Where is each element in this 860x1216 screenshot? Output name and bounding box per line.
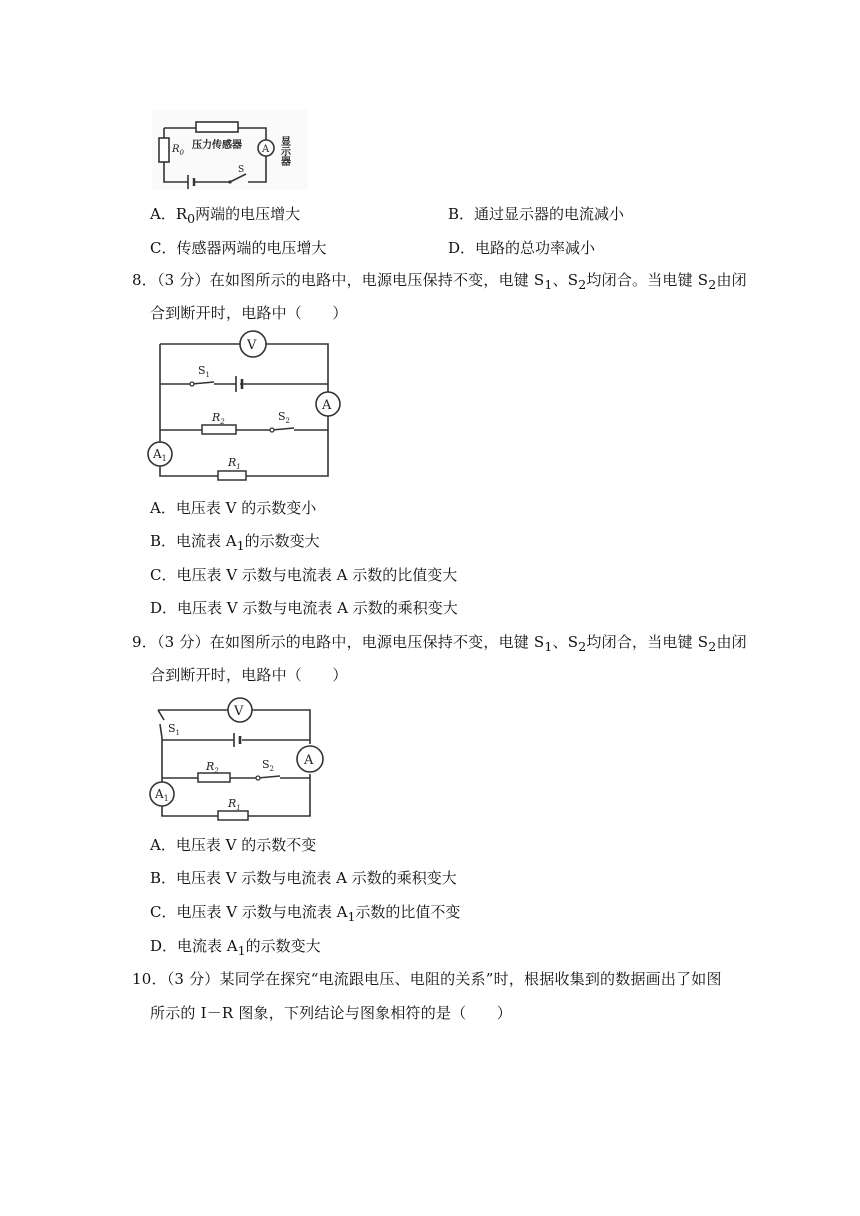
question-number: 8． — [132, 271, 157, 289]
question-number: 9． — [132, 633, 157, 651]
ammeter-a-label: A — [322, 398, 332, 413]
q7-option-a — [150, 203, 300, 226]
stem-text: 所示的 I－R 图象，下列结论与图象相符的是（ ） — [150, 1004, 512, 1022]
option-letter: A． — [150, 836, 176, 854]
option-letter: C． — [150, 239, 177, 257]
q9-option-c — [150, 901, 460, 924]
switch-s2-label: $S_2$ — [278, 410, 291, 425]
option-letter: C． — [150, 566, 177, 584]
option-letter: D． — [150, 937, 178, 955]
resistor-r1 — [218, 811, 248, 820]
option-letter: A． — [150, 499, 176, 517]
stem-text: 由闭 — [716, 633, 747, 651]
q7-option-d — [448, 237, 595, 258]
option-text: 的示数变大 — [244, 532, 320, 550]
subscript: 1 — [544, 277, 553, 292]
subscript: 1 — [544, 639, 553, 654]
ammeter-a1-label: $A_1$ — [155, 787, 169, 803]
resistor-r1-label: $R_1$ — [228, 456, 241, 471]
option-text: 传感器两端的电压增大 — [176, 239, 327, 257]
option-text: 电路的总功率减小 — [475, 239, 596, 257]
ammeter-a1-label: $A_1$ — [153, 447, 167, 463]
stem-text: 、S — [552, 633, 579, 651]
q8-option-b — [150, 530, 320, 553]
option-text: 示数的比值不变 — [355, 903, 461, 921]
switch-s1-label: $S_1$ — [168, 722, 181, 737]
q8-option-c — [150, 564, 457, 585]
q9-option-d — [150, 935, 321, 958]
stem-text: （3 分）某同学在探究“电流跟电压、电阻的关系”时，根据收集到的数据画出了如图 — [166, 970, 722, 988]
option-subscript: 0 — [187, 211, 196, 226]
switch-s1-label: $S_1$ — [198, 364, 211, 379]
circuit-diagram-q9 — [140, 694, 324, 820]
option-text: 电压表 V 示数与电流表 A 示数的乘积变大 — [177, 599, 458, 617]
resistor-r1-label: $R_1$ — [228, 797, 241, 812]
sensor-label: 压力传感器 — [192, 140, 242, 151]
q8-stem-line1 — [132, 269, 747, 292]
option-text: 电压表 V 示数与电流表 A 示数的比值变大 — [176, 566, 458, 584]
q8-stem-line2 — [150, 302, 348, 323]
option-text: 通过显示器的电流减小 — [474, 205, 625, 223]
q9-stem-line1 — [132, 631, 747, 654]
option-subscript: 1 — [237, 943, 246, 958]
resistor-r2 — [202, 425, 236, 434]
switch-s-label: S — [238, 165, 245, 175]
voltmeter-label: V — [234, 704, 244, 719]
stem-text: 合到断开时，电路中（ ） — [150, 666, 348, 684]
circuit-diagram-q8 — [144, 330, 344, 482]
option-letter: C． — [150, 903, 177, 921]
stem-text: 合到断开时，电路中（ ） — [150, 304, 348, 322]
stem-text: （3 分）在如图所示的电路中，电源电压保持不变，电键 S — [156, 271, 545, 289]
ammeter-a-label: A — [304, 753, 314, 768]
option-text: 电流表 A — [177, 937, 238, 955]
q7-option-b — [448, 203, 624, 224]
option-text: 两端的电压增大 — [195, 205, 301, 223]
q10-stem-line2 — [150, 1002, 512, 1023]
option-letter: D． — [150, 599, 178, 617]
resistor-r2-label: $R_2$ — [212, 411, 225, 426]
q10-stem-line1 — [132, 968, 722, 989]
q8-option-d — [150, 597, 458, 618]
subscript: 2 — [578, 277, 587, 292]
stem-text: 均闭合。当电键 S — [586, 271, 709, 289]
subscript: 2 — [578, 639, 587, 654]
option-text: 电压表 V 的示数变小 — [175, 499, 317, 517]
option-text: 电压表 V 的示数不变 — [175, 836, 317, 854]
option-letter: B． — [448, 205, 475, 223]
q9-stem-line2 — [150, 664, 348, 685]
resistor-r2-label: $R_2$ — [206, 760, 219, 775]
option-subscript: 1 — [236, 538, 245, 553]
circuit-diagram-q7 — [150, 108, 310, 192]
q9-option-a — [150, 834, 316, 855]
q7-option-c — [150, 237, 327, 258]
ammeter-label: A — [262, 144, 270, 155]
option-letter: D． — [448, 239, 476, 257]
pressure-sensor — [196, 122, 238, 132]
stem-text: 、S — [552, 271, 579, 289]
stem-text: （3 分）在如图所示的电路中，电源电压保持不变，电键 S — [156, 633, 545, 651]
display-label: 显示器 — [278, 136, 290, 166]
subscript: 2 — [708, 277, 717, 292]
option-text: 的示数变大 — [245, 937, 321, 955]
stem-text: 均闭合，当电键 S — [586, 633, 709, 651]
option-letter: B． — [150, 532, 177, 550]
option-text: 电压表 V 示数与电流表 A — [176, 903, 348, 921]
option-text: 电压表 V 示数与电流表 A 示数的乘积变大 — [176, 869, 457, 887]
option-letter: A． — [150, 205, 176, 223]
option-subscript: 1 — [347, 909, 356, 924]
resistor-r1 — [218, 471, 246, 480]
question-number: 10． — [132, 970, 167, 988]
option-letter: B． — [150, 869, 177, 887]
voltmeter-label: V — [247, 338, 257, 353]
option-text: 电流表 A — [176, 532, 237, 550]
switch-s2-label: $S_2$ — [262, 758, 275, 773]
resistor-r0 — [159, 138, 169, 162]
stem-text: 由闭 — [716, 271, 747, 289]
q8-option-a — [150, 497, 316, 518]
q9-option-b — [150, 867, 457, 888]
subscript: 2 — [708, 639, 717, 654]
r0-label: $R_0$ — [172, 144, 184, 157]
option-text: R — [175, 205, 188, 223]
